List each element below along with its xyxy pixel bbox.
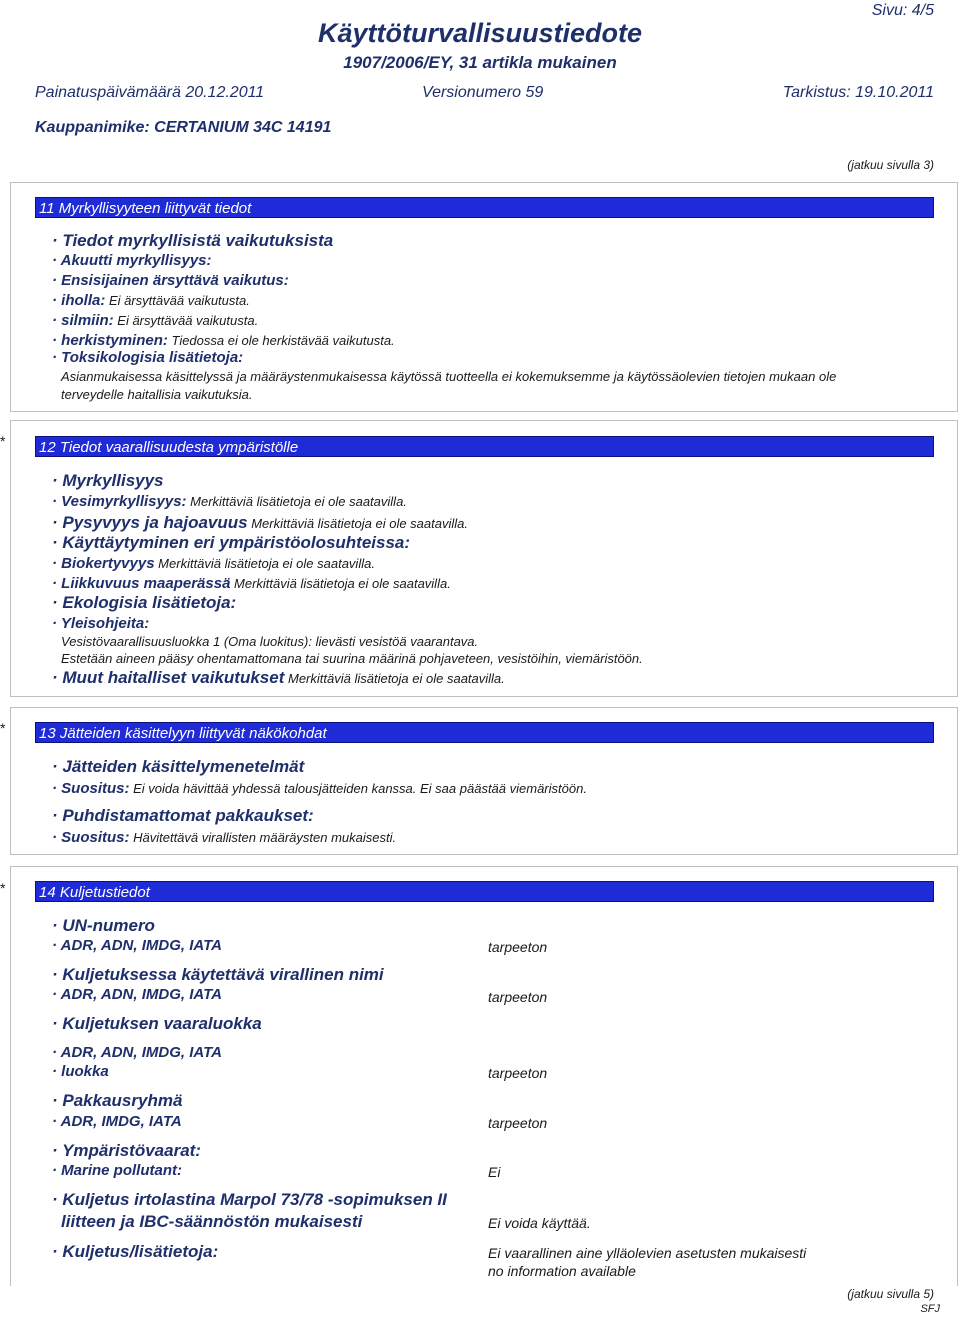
hazard-class-modes: · ADR, ADN, IMDG, IATA	[52, 1044, 222, 1061]
transport-info-heading: · Kuljetus/lisätietoja:	[52, 1242, 219, 1261]
sensitisation-row: · herkistyminen: Tiedossa ei ole herkistävää vaikutusta.	[52, 332, 395, 349]
version-number: Versionumero 59	[422, 84, 544, 101]
page-number: Sivu: 4/5	[871, 2, 934, 19]
un-number-value: tarpeeton	[488, 939, 548, 955]
revision-date: Tarkistus: 19.10.2011	[782, 84, 934, 101]
behaviour-heading: · Käyttäytyminen eri ympäristöolosuhteissa:	[52, 533, 411, 552]
un-number-modes: · ADR, ADN, IMDG, IATA	[52, 937, 222, 954]
skin-row: · iholla: Ei ärsyttävää vaikutusta.	[52, 292, 250, 309]
section-12-header	[35, 436, 934, 457]
print-date: Painatuspäivämäärä 20.12.2011	[35, 84, 265, 101]
shipping-name-modes: · ADR, ADN, IMDG, IATA	[52, 986, 222, 1003]
section-12-change-marker: *	[0, 433, 6, 449]
class-value: tarpeeton	[488, 1065, 548, 1081]
bulk-transport-value: Ei voida käyttää.	[488, 1215, 591, 1231]
general-notes-label: · Yleisohjeita:	[52, 615, 150, 632]
marine-pollutant-value: Ei	[488, 1164, 501, 1180]
waste-methods-heading: · Jätteiden käsittelymenetelmät	[52, 757, 305, 776]
shipping-name-value: tarpeeton	[488, 989, 548, 1005]
document-subtitle: 1907/2006/EY, 31 artikla mukainen	[343, 53, 617, 72]
persistence-row: · Pysyvyys ja hajoavuus Merkittäviä lisätietoja ei ole saatavilla.	[52, 513, 468, 532]
section-14-title: 14 Kuljetustiedot	[39, 884, 150, 901]
toxicological-info-label: · Toksikologisia lisätietoja:	[52, 349, 244, 366]
other-effects-row: · Muut haitalliset vaikutukset Merkittäviä lisätietoja ei ole saatavilla.	[52, 668, 505, 687]
ecological-info-heading: · Ekologisia lisätietoja:	[52, 593, 237, 612]
toxicological-effects-heading: · Tiedot myrkyllisistä vaikutuksista	[52, 231, 334, 250]
document-title: Käyttöturvallisuustiedote	[317, 18, 643, 48]
transport-info-value-1: Ei vaarallinen aine ylläolevien asetusten mukaisesti	[488, 1245, 807, 1261]
class-label: · luokka	[52, 1063, 109, 1080]
un-number-heading: · UN-numero	[52, 916, 155, 935]
acute-toxicity-label: · Akuutti myrkyllisyys:	[52, 252, 212, 269]
environmental-hazards-heading: · Ympäristövaarat:	[52, 1141, 201, 1160]
packaging-recommendation-row: · Suositus: Hävitettävä virallisten määräysten mukaisesti.	[52, 829, 397, 846]
section-11-header	[35, 197, 934, 218]
transport-info-value-2: no information available	[488, 1263, 636, 1279]
aquatic-toxicity-row: · Vesimyrkyllisyys: Merkittäviä lisätietoja ei ole saatavilla.	[52, 493, 407, 510]
bioaccumulation-row: · Biokertyvyys Merkittäviä lisätietoja ei ole saatavilla.	[52, 555, 375, 572]
section-13-change-marker: *	[0, 720, 6, 736]
packing-group-value: tarpeeton	[488, 1115, 548, 1131]
section-12-title: 12 Tiedot vaarallisuudesta ympäristölle	[39, 439, 299, 456]
trade-name: Kauppanimike: CERTANIUM 34C 14191	[35, 119, 332, 136]
packing-group-modes: · ADR, IMDG, IATA	[52, 1113, 182, 1130]
section-14-change-marker: *	[0, 880, 6, 896]
footer-code: SFJ	[920, 1303, 940, 1315]
section-13-title: 13 Jätteiden käsittelyyn liittyvät näkökohdat	[39, 725, 327, 742]
mobility-row: · Liikkuvuus maaperässä Merkittäviä lisätietoja ei ole saatavilla.	[52, 575, 451, 592]
eyes-row: · silmiin: Ei ärsyttävää vaikutusta.	[52, 312, 259, 329]
packing-group-heading: · Pakkausryhmä	[52, 1091, 183, 1110]
waste-recommendation-row: · Suositus: Ei voida hävittää yhdessä talousjätteiden kanssa. Ei saa päästää viemäristöön.	[52, 780, 587, 797]
bulk-transport-heading-1: · Kuljetus irtolastina Marpol 73/78 -sopimuksen II	[52, 1190, 447, 1209]
section-13-header	[35, 722, 934, 743]
continued-from: (jatkuu sivulla 3)	[847, 158, 934, 172]
uncleaned-packaging-heading: · Puhdistamattomat pakkaukset:	[52, 806, 314, 825]
shipping-name-heading: · Kuljetuksessa käytettävä virallinen nimi	[52, 965, 384, 984]
general-notes-text-1: Vesistövaarallisuusluokka 1 (Oma luokitus): lievästi vesistöä vaarantava.	[61, 634, 479, 649]
section-14-header	[35, 881, 934, 902]
continued-to: (jatkuu sivulla 5)	[847, 1287, 934, 1301]
toxicological-info-text-1: Asianmukaisessa käsittelyssä ja määräystenmukaisessa käytössä tuotteella ei kokemuksemme ja käytössäolevien tietojen mukaan ole	[61, 369, 837, 384]
marine-pollutant-label: · Marine pollutant:	[52, 1162, 182, 1179]
primary-irritant-label: · Ensisijainen ärsyttävä vaikutus:	[52, 272, 289, 289]
hazard-class-heading: · Kuljetuksen vaaraluokka	[52, 1014, 262, 1033]
toxicological-info-text-2: terveydelle haitallisia vaikutuksia.	[61, 387, 253, 402]
toxicity-heading: · Myrkyllisyys	[52, 471, 164, 490]
section-11-title: 11 Myrkyllisyyteen liittyvät tiedot	[39, 200, 252, 217]
general-notes-text-2: Estetään aineen pääsy ohentamattomana tai suurina määrinä pohjaveteen, vesistöihin, viemäristöön.	[61, 651, 643, 666]
bulk-transport-heading-2: liitteen ja IBC-säännöstön mukaisesti	[61, 1212, 363, 1231]
